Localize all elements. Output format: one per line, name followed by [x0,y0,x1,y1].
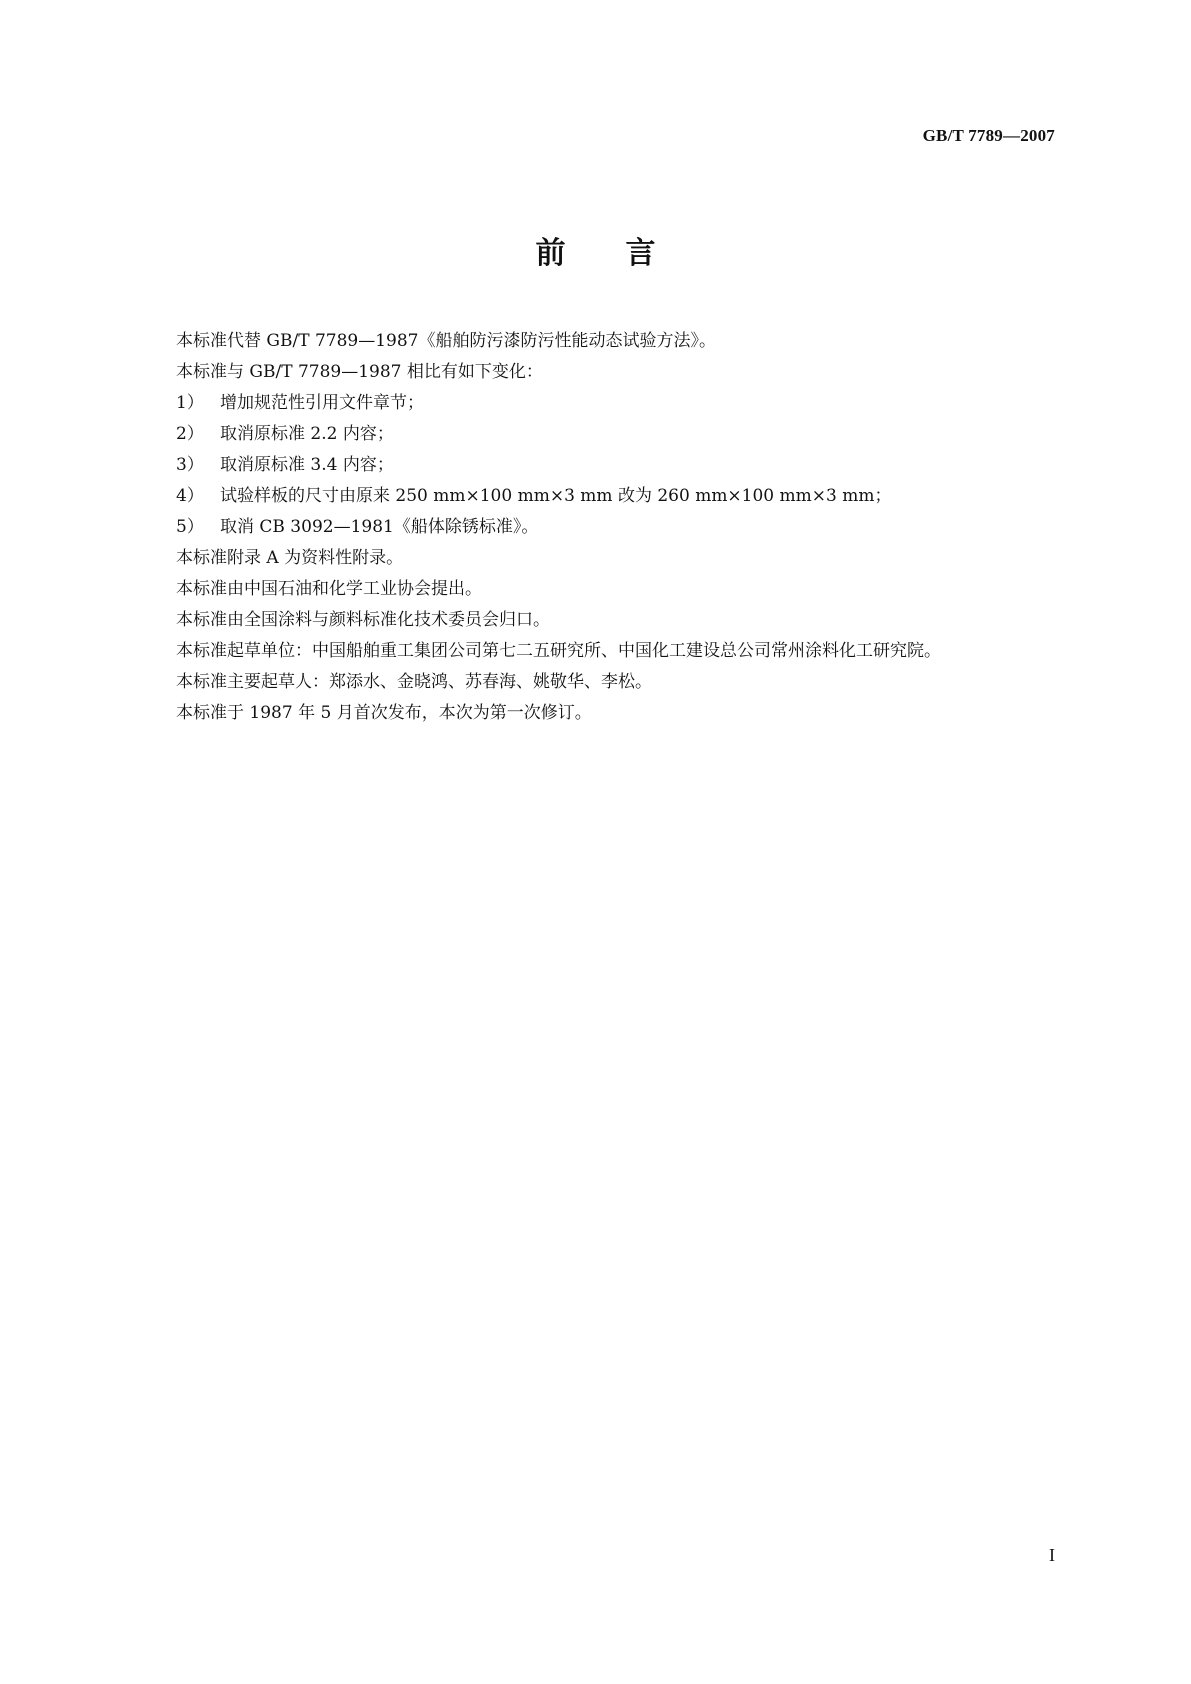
paragraph-committee: 本标准由全国涂料与颜料标准化技术委员会归口。 [176,610,550,630]
list-item-number: 1） [176,393,204,413]
list-item-text: 取消原标准 3.4 内容； [220,455,394,475]
list-item-text: 取消 CB 3092—1981《船体除锈标准》。 [220,517,539,537]
page-title [0,228,1191,272]
list-item-number: 4） [176,486,204,506]
list-item-text: 取消原标准 2.2 内容； [220,424,394,444]
list-item [136,388,1056,419]
title-char-2: 言 [625,236,656,271]
title-char-1: 前 [535,236,566,271]
paragraph-changes-intro: 本标准与 GB/T 7789—1987 相比有如下变化： [176,362,543,382]
paragraph-proposer: 本标准由中国石油和化学工业协会提出。 [176,579,482,599]
list-item-text: 增加规范性引用文件章节； [220,393,424,413]
list-item [136,481,1056,512]
list-item [136,419,1056,450]
paragraph-replaces: 本标准代替 GB/T 7789—1987《船舶防污漆防污性能动态试验方法》。 [176,331,716,351]
list-item [136,450,1056,481]
paragraph-appendix: 本标准附录 A 为资料性附录。 [176,548,404,568]
paragraph-drafting-units: 本标准起草单位：中国船舶重工集团公司第七二五研究所、中国化工建设总公司常州涂料化工研究院。 [176,641,941,661]
page-number: I [1049,1545,1055,1565]
paragraph-history: 本标准于 1987 年 5 月首次发布，本次为第一次修订。 [176,703,592,723]
list-item [136,512,1056,543]
list-item-number: 3） [176,455,204,475]
foreword-body [136,326,1056,729]
list-item-text: 试验样板的尺寸由原来 250 mm×100 mm×3 mm 改为 260 mm×100 mm×3 mm； [220,486,892,506]
list-item-number: 5） [176,517,204,537]
list-item-number: 2） [176,424,204,444]
standard-code: GB/T 7789—2007 [922,126,1055,145]
paragraph-drafters: 本标准主要起草人：郑添水、金晓鸿、苏春海、姚敬华、李松。 [176,672,652,692]
